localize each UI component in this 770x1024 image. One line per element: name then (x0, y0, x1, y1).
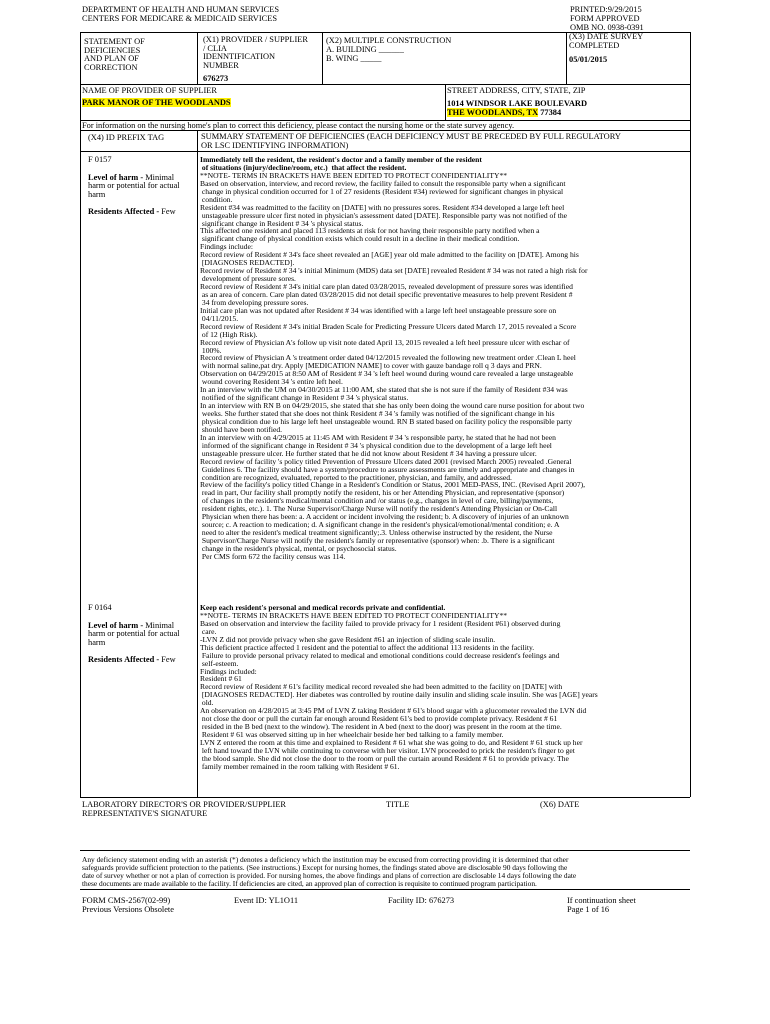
finding-line: of 12 (High Risk). (200, 329, 258, 339)
deficiency-2-meta: F 0164 Level of harm - Minimal harm or potential for actual harm Residents Affected - Few (88, 604, 194, 665)
finding-line: Per CMS form 672 the facility census was 114. (200, 551, 346, 561)
finding-line: Record review of Resident # 61's facility medical record revealed she had been admitted to the facility on [DATE] with (200, 682, 563, 692)
finding-line: -LVN Z did not provide privacy when she gave Resident #61 an injection of sliding scale insulin. (200, 634, 496, 644)
finding-line: Findings included: (200, 666, 257, 676)
finding-line: not close the door or pull the curtain far enough around Resident 61's bed to provide complete privacy. Resident # 61 (200, 714, 558, 724)
previous-versions: Previous Versions Obsolete (82, 905, 174, 914)
summary-label: SUMMARY STATEMENT OF DEFICIENCIES (EACH DEFICIENCY MUST BE PRECEDED BY FULL REGULATORY OR LSC IDENTIFYING INFORMATION) (201, 132, 621, 150)
finding-line: change in physical condition occurred for 1 of 27 residents (Resident #34) reviewed for significant changes in physical (200, 186, 564, 196)
finding-line: change in the resident's physical, mental, or psychosocial status. (200, 543, 397, 553)
finding-line: Resident # 61 (200, 674, 242, 684)
finding-line: the blood sample. She did not close the door to the room or pull the curtain around Resident # 61 to provide privacy. The (200, 753, 569, 763)
finding-line: notified of the significant change in Resident # 34 's physical status. (200, 393, 409, 403)
finding-line: **NOTE- TERMS IN BRACKETS HAVE BEEN EDITED TO PROTECT CONFIDENTIALITY** (200, 170, 508, 180)
finding-line: Resident #34 was readmitted to the facility on [DATE] with no pressures sores. Resident #34 developed a large left heel (200, 202, 565, 212)
finding-line: resident rights, etc.). 1. The Nurse Supervisor/Charge Nurse will notify the resident's Attending Physician or On-Call (200, 504, 558, 514)
finding-line: Record review of Physician A's follow up visit note dated April 13, 2015 revealed a left heel pressure ulcer with eschar of (200, 337, 570, 347)
finding-line: Findings include: (200, 242, 253, 252)
x3-survey-date: 05/01/2015 (569, 55, 608, 64)
finding-line: read in part, Our facility shall promptly notify the resident, his or her Attending Physician, and representative (sponsor) (200, 488, 565, 498)
finding-line: LVN Z entered the room at this time and explained to Resident # 61 what she was going to do, and Resident # 61 stuck up her (200, 737, 583, 747)
finding-line: An observation on 4/28/2015 at 3:45 PM of LVN Z taking Resident # 61's blood sugar with a glucometer revealed the LVN did (200, 706, 587, 716)
finding-line: In an interview with RN B on 04/29/2015, she stated that she has only been doing the wound care nurse position for about two (200, 401, 585, 411)
finding-line: Supervisor/Charge Nurse will notify the resident's family or representative (sponsor) when: .b. There is a significant (200, 536, 555, 545)
finding-line: informed of the significant change in Resident # 34 's physical condition due to the development of a large left heel (200, 440, 552, 450)
finding-line: Resident # 61 was observed sitting up in her wheelchair beside her bed talking to a family member. (200, 730, 504, 739)
finding-line: condition. (200, 194, 233, 204)
x1-provider-number: 676273 (203, 74, 229, 83)
deficiency-1-meta: F 0157 Level of harm - Minimal harm or potential for actual harm Residents Affected - Few (88, 156, 194, 217)
finding-line: care. (200, 626, 217, 636)
statement-label: STATEMENT OF DEFICIENCIES AND PLAN OF CORRECTION (84, 37, 145, 72)
agency-line-2: CENTERS FOR MEDICARE & MEDICAID SERVICES (82, 14, 277, 23)
form-id: FORM CMS-2567(02-99) (82, 896, 171, 905)
x2-building: A. BUILDING ______ (326, 45, 404, 54)
deficiency-1-body: Immediately tell the resident, the resident's doctor and a family member of the resident of situations (injury/decline/room, etc.) that affect the resident. **NOTE- TERMS IN BRACKETS HAVE BEEN EDITED TO PROTECT CONFIDENTIALITY** Based on observation, interview, and record review, the facility failed to consult the responsible party when a significant change in physical condition occurred for 1 of 27 residents (Resident #34) reviewed for significant changes in physical condition. Resident #34 was readmitted to the facility on [DATE] with no pressures sores. Resident #34 developed a large left heel unstageable pressure ulcer first noted in physician's assessment dated [DATE]. Responsible party was not notified of the significant change in Resident # 34 's physical status. This affected one resident and placed 113 residents at risk for not having their responsible party notified when a significant change of physical condition exists which could result in a decline in their medical condition. Findings include: Record review of Resident # 34's face sheet revealed an [AGE] year old male admitted to the facility on [DATE]. Among his [DIAGNOSES REDACTED]. Record review of Resident # 34 's initial Minimum (MDS) data set [DATE] revealed Resident # 34 was not rated a high risk for development of pressure sores. Record review of Resident # 34's initial care plan dated 03/28/2015, revealed development of pressure sores was identified as an area of concern. Care plan dated 03/28/2015 did not detail specific preventative measures to help prevent Resident # 34 from developing pressure sores. Initial care plan was not updated after Resident # 34 was identified with a large left heel unstageable pressure sore on 04/11/2015. Record review of Resident # 34's initial Braden Scale for Predicting Pressure Ulcers dated March 17, 2015 revealed a Score of 12 (High Risk). Record review of Physician A's follow up visit note dated April 13, 2015 revealed a left heel pressure ulcer with eschar of 100%. Record review of Physician A 's treatment order dated 04/12/2015 revealed the following new treatment order .Clean L heel with normal saline,pat dry. Apply [MEDICATION NAME] to cover with gauze bandage roll q 3 days and PRN. Observation on 04/29/2015 at 8:50 AM of Resident # 34 's left heel wound during wound care revealed a large unstageable wound covering Resident 34 's entire left heel. In an interview with the UM on 04/30/2015 at 11:00 AM, she stated that she is not sure if the family of Resident #34 was notified of the significant change in Resident # 34 's physical status. In an interview with RN B on 04/29/2015, she stated that she has only been doing the wound care nurse position for about two weeks. She further stated that she does not think Resident # 34 's family was notified of the significant change in his physical condition due to his large left heel unstageable wound. RN B stated based on facility policy the responsible party should have been notified. In an interview with on 4/29/2015 at 11:45 AM with Resident # 34 's responsible party, he stated that he had not been informed of the significant change in Resident # 34 's physical condition due to the development of a large left heel unstageable pressure ulcer. He further stated that he did not know about Resident # 34 having a pressure ulcer. Record review of facility 's policy titled Prevention of Pressure Ulcers dated 2001 (revised March 2005) revealed .General Guidelines 6. The facility should have a system/procedure to assure assessments are timely and appropriate and changes in condition are recognized, evaluated, reported to the practitioner, physician, and family, and addressed. Review of the facility's policy titled Change in a Resident's Condition or Status, 2001 MED-PASS, INC. (Revised April 2007), read in part, Our facility shall promptly notify the resident, his or her Attending Physician, and representative (sponsor) of changes in the resident's medical/mental condition and /or status (e.g., changes in level of care, billing/payments, resident rights, etc.). 1. The Nurse Supervisor/Charge Nurse will notify the resident's Attending Physician or On-Call Physician when there has been: a. A accident or incident involving the resident; b. A discovery of injuries of an unknown source; c. A reaction to medication; d. A significant change in the resident's physical/emotional/mental condition; e. A need to alter the resident's medical treatment significantly;.3. Unless otherwise instructed by the resident, the Nurse Supervisor/Charge Nurse will notify the resident's family or representative (sponsor) when: .b. There is a significant change in the resident's physical, mental, or psychosocial status. Per CMS form 672 the facility census was 114. (200, 156, 688, 180)
finding-line: 34 from developing pressure sores. (200, 297, 309, 307)
x3-label: (X3) DATE SURVEY COMPLETED (569, 32, 644, 50)
x2-wing: B. WING _____ (326, 54, 382, 63)
finding-line: [DIAGNOSES REDACTED]. Her diabetes was controlled by routine daily insulin and sliding scale insulin. She was [AGE] years (200, 690, 598, 700)
finding-line: Physician when there has been: a. A accident or incident involving the resident; b. A discovery of injuries of an unknown (200, 512, 569, 522)
finding-line: unstageable pressure ulcer. He further stated that he did not know about Resident # 34 having a pressure ulcer. (200, 448, 537, 458)
event-id: Event ID: YL1O11 (234, 896, 299, 905)
finding-line: unstageable pressure ulcer first noted in physician's assessment dated [DATE]. Responsible party was not notified of the (200, 210, 568, 220)
finding-line: weeks. She further stated that she does not think Resident # 34 's family was notified of the significant change in his (200, 409, 555, 418)
finding-line: source; c. A reaction to medication; d. A significant change in the resident's physical/emotional/mental condition; e. A (200, 520, 560, 530)
continuation-note: If continuation sheet (567, 896, 636, 905)
finding-line: family member remained in the room talking with Resident # 61. (200, 761, 400, 771)
signature-title-label: TITLE (386, 800, 410, 809)
finding-line: development of pressure sores. (200, 274, 296, 284)
finding-line: with normal saline,pat dry. Apply [MEDICATION NAME] to cover with gauze bandage roll q 3 days and PRN. (200, 361, 542, 371)
printed-date: PRINTED:9/29/2015 (570, 5, 642, 14)
finding-line: Based on observation, interview, and record review, the facility failed to consult the responsible party when a significant (200, 178, 566, 188)
finding-line: **NOTE- TERMS IN BRACKETS HAVE BEEN EDITED TO PROTECT CONFIDENTIALITY** (200, 610, 508, 620)
agency-line-1: DEPARTMENT OF HEALTH AND HUMAN SERVICES (82, 5, 279, 14)
finding-line: Review of the facility's policy titled Change in a Resident's Condition or Status, 2001 MED-PASS, INC. (Revised April 2007), (200, 480, 586, 490)
finding-line: need to alter the resident's medical treatment significantly;.3. Unless otherwise instructed by the resident, the Nurse (200, 528, 553, 538)
finding-line: Record review of Resident # 34's initial care plan dated 03/28/2015, revealed development of pressure sores was identified (200, 282, 573, 291)
finding-line: of changes in the resident's medical/mental condition and /or status (e.g., changes in level of care, billing/payments, (200, 496, 554, 506)
deficiency-2-body: Keep each resident's personal and medical records private and confidential. **NOTE- TERMS IN BRACKETS HAVE BEEN EDITED TO PROTECT CONFIDENTIALITY** Based on observation and interview the facility failed to provide privacy for 1 resident (Resident #61) observed during care. -LVN Z did not provide privacy when she gave Resident #61 an injection of sliding scale insulin. This deficient practice affected 1 resident and the potential to affect the additional 113 residents in the facility. Failure to provide personal privacy related to medical and emotional conditions could decrease resident's feelings and self-esteem. Findings included: Resident # 61 Record review of Resident # 61's facility medical record revealed she had been admitted to the facility on [DATE] with [DIAGNOSES REDACTED]. Her diabetes was controlled by routine daily insulin and sliding scale insulin. She was [AGE] years old. An observation on 4/28/2015 at 3:45 PM of LVN Z taking Resident # 61's blood sugar with a glucometer revealed the LVN did not close the door or pull the curtain far enough around Resident 61's bed to provide complete privacy. Resident # 61 resided in the B bed (next to the window). The resident in A bed (next to the door) was present in the room at the time. Resident # 61 was observed sitting up in her wheelchair beside her bed talking to a family member. LVN Z entered the room at this time and explained to Resident # 61 what she was going to do, and Resident # 61 stuck up her left hand toward the LVN while continuing to converse with her visitor. LVN proceeded to prick the resident's finger to get the blood sample. She did not close the door to the room or pull the curtain around Resident # 61 to provide privacy. The family member remained in the room talking with Resident # 61. (200, 604, 688, 620)
finding-line: significant change of physical condition exists which could result in a decline in their medical condition. (200, 234, 520, 244)
finding-line: Record review of Physician A 's treatment order dated 04/12/2015 revealed the following new treatment order .Clean L heel (200, 353, 576, 363)
finding-line: Record review of Resident # 34's face sheet revealed an [AGE] year old male admitted to the facility on [DATE]. Among his (200, 250, 579, 260)
finding-line: Guidelines 6. The facility should have a system/procedure to assure assessments are timely and appropriate and changes in (200, 464, 575, 474)
provider-name-label: NAME OF PROVIDER OF SUPPLIER (82, 86, 217, 95)
x2-label: (X2) MULTIPLE CONSTRUCTION (326, 36, 452, 45)
deficiency-tag: F 0157 (88, 155, 112, 164)
disclaimer: Any deficiency statement ending with an asterisk (*) denotes a deficiency which the institution may be excused from correcting providing it is determined that other safeguards provide sufficient protection to the patients. (See instructions.) Except for nursing homes, the findings stated above are disclosable 90 days following the date of survey whether or not a plan of correction is provided. For nursing homes, the above findings and plans of correction are disclosable 14 days following the date these documents are made available to the facility. If deficiencies are cited, an approved plan of correction is requisite to continued program participation. (82, 855, 577, 889)
omb-number: OMB NO. 0938-0391 (570, 23, 644, 32)
finding-line: This deficient practice affected 1 resident and the potential to affect the additional 113 residents in the facility. (200, 642, 535, 652)
finding-line: wound covering Resident 34 's entire left heel. (200, 377, 343, 387)
finding-line: left hand toward the LVN while continuing to converse with her visitor. LVN proceeded to prick the resident's finger to get (200, 745, 575, 755)
finding-line: condition are recognized, evaluated, reported to the practitioner, physician, and family, and addressed. (200, 472, 512, 482)
page-number: Page 1 of 16 (567, 905, 610, 914)
finding-line: resided in the B bed (next to the window). The resident in A bed (next to the door) was present in the room at the time. (200, 722, 562, 732)
finding-line: old. (200, 698, 214, 708)
finding-line: Observation on 04/29/2015 at 8:50 AM of Resident # 34 's left heel wound during wound care revealed a large unstageable (200, 369, 574, 379)
finding-line: Record review of Resident # 34's initial Braden Scale for Predicting Pressure Ulcers dated March 17, 2015 revealed a Score (200, 321, 577, 331)
finding-line: Record review of Resident # 34 's initial Minimum (MDS) data set [DATE] revealed Resident # 34 was not rated a high risk for (200, 266, 588, 276)
finding-line: significant change in Resident # 34 's physical status. (200, 218, 364, 228)
finding-line: 04/11/2015. (200, 313, 239, 323)
finding-line: self-esteem. (200, 658, 239, 668)
finding-line: should have been notified. (200, 424, 283, 434)
finding-line: Initial care plan was not updated after Resident # 34 was identified with a large left heel unstageable pressure sore on (200, 305, 557, 315)
finding-line: physical condition due to his large left heel unstageable wound. RN B stated based on facility policy the responsible party (200, 416, 573, 426)
finding-line: Failure to provide personal privacy related to medical and emotional conditions could decrease resident's feelings and (200, 650, 560, 660)
deficiency-tag: F 0164 (88, 603, 112, 612)
form-approved: FORM APPROVED (570, 14, 640, 23)
address-line-1: 1014 WINDSOR LAKE BOULEVARD (447, 99, 587, 108)
x4-id-prefix-label: (X4) ID PREFIX TAG (88, 133, 165, 142)
finding-line: as an area of concern. Care plan dated 03/28/2015 did not detail specific preventative measures to help prevent Resident # (200, 289, 573, 299)
finding-line: This affected one resident and placed 113 residents at risk for not having their responsible party notified when a (200, 226, 540, 236)
address-city-zip: THE WOODLANDS, TX 77384 (447, 108, 562, 117)
signature-date-label: (X6) DATE (540, 800, 580, 809)
finding-line: In an interview with on 4/29/2015 at 11:45 AM with Resident # 34 's responsible party, he stated that he had not been (200, 432, 556, 442)
facility-id: Facility ID: 676273 (388, 896, 455, 905)
contact-note: For information on the nursing home's plan to correct this deficiency, please contact the nursing home or the state survey agency. (82, 121, 515, 130)
signature-label-1: LABORATORY DIRECTOR'S OR PROVIDER/SUPPLIER (82, 800, 287, 809)
x1-provider-label: (X1) PROVIDER / SUPPLIER / CLIA IDENNTIFICATION NUMBER (203, 35, 308, 70)
provider-name: PARK MANOR OF THE WOODLANDS (82, 98, 231, 107)
address-label: STREET ADDRESS, CITY, STATE, ZIP (447, 86, 586, 95)
finding-line: [DIAGNOSES REDACTED]. (200, 258, 295, 268)
finding-line: 100%. (200, 345, 222, 355)
finding-line: Record review of facility 's policy titled Prevention of Pressure Ulcers dated 2001 (revised March 2005) revealed .General (200, 456, 572, 466)
finding-line: In an interview with the UM on 04/30/2015 at 11:00 AM, she stated that she is not sure if the family of Resident #34 was (200, 385, 568, 395)
finding-line: Based on observation and interview the facility failed to provide privacy for 1 resident (Resident #61) observed during (200, 618, 561, 628)
signature-label-2: REPRESENTATIVE'S SIGNATURE (82, 809, 208, 818)
